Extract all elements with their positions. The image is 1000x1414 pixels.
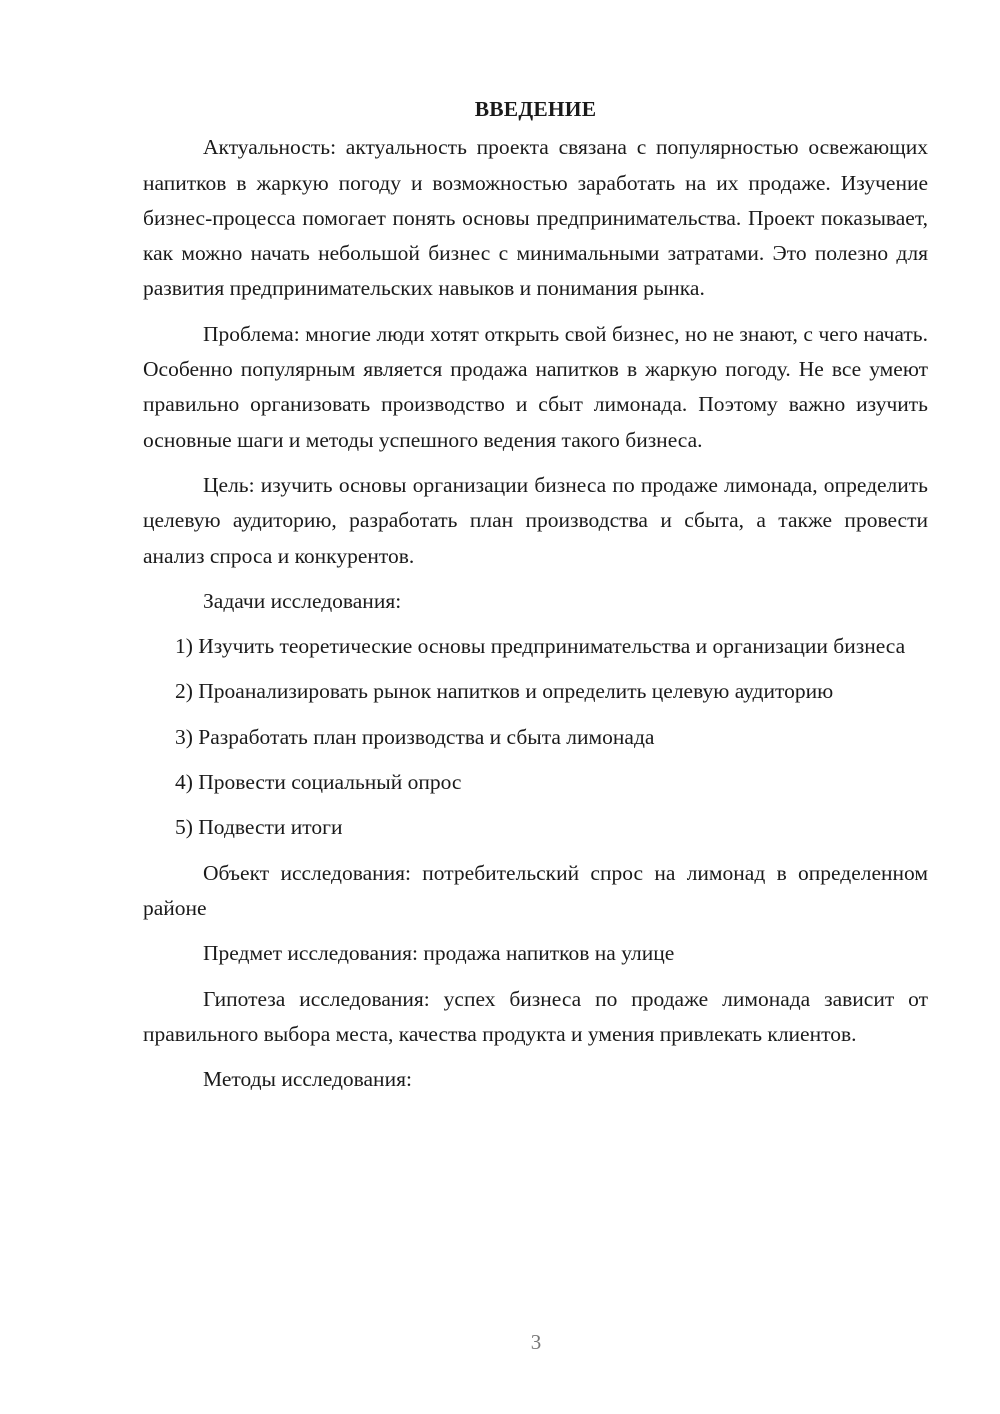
- object-paragraph: Объект исследования: потребительский спрос на лимонад в определенном районе: [143, 860, 928, 920]
- page-title: ВВЕДЕНИЕ: [474, 97, 597, 121]
- relevance-paragraph: Актуальность: актуальность проекта связана с популярностью освежающих напитков в жаркую погоду и возможностью заработать на их продаже. Изучение бизнес-процесса помогает понять основы предпринимательства. Проект показывает, как можно начать небольшой бизнес с минимальными затратами. Это полезно для развития предпринимательских навыков и понимания рынка.: [143, 135, 928, 301]
- hypothesis-paragraph: Гипотеза исследования: успех бизнеса по продаже лимонада зависит от правильного выбора места, качества продукта и умения привлекать клиентов.: [143, 986, 928, 1046]
- task-item-3: 3) Разработать план производства и сбыта лимонада: [175, 724, 655, 749]
- task-item-1: 1) Изучить теоретические основы предпринимательства и организации бизнеса: [175, 634, 906, 659]
- page-number: 3: [530, 1330, 542, 1354]
- subject-paragraph: Предмет исследования: продажа напитков на улице: [203, 941, 675, 966]
- tasks-heading: Задачи исследования:: [203, 588, 402, 613]
- methods-heading: Методы исследования:: [203, 1067, 412, 1092]
- task-item-4: 4) Провести социальный опрос: [175, 770, 462, 795]
- task-item-5: 5) Подвести итоги: [175, 815, 343, 840]
- goal-paragraph: Цель: изучить основы организации бизнеса по продаже лимонада, определить целевую аудиторию, разработать план производства и сбыта, а также провести анализ спроса и конкурентов.: [143, 472, 928, 568]
- task-item-2: 2) Проанализировать рынок напитков и определить целевую аудиторию: [175, 679, 834, 704]
- problem-paragraph: Проблема: многие люди хотят открыть свой бизнес, но не знают, с чего начать. Особенно популярным является продажа напитков в жаркую погоду. Не все умеют правильно организовать производство и сбыт лимонада. Поэтому важно изучить основные шаги и методы успешного ведения такого бизнеса.: [143, 321, 928, 452]
- document-page: [143, 92, 928, 1107]
